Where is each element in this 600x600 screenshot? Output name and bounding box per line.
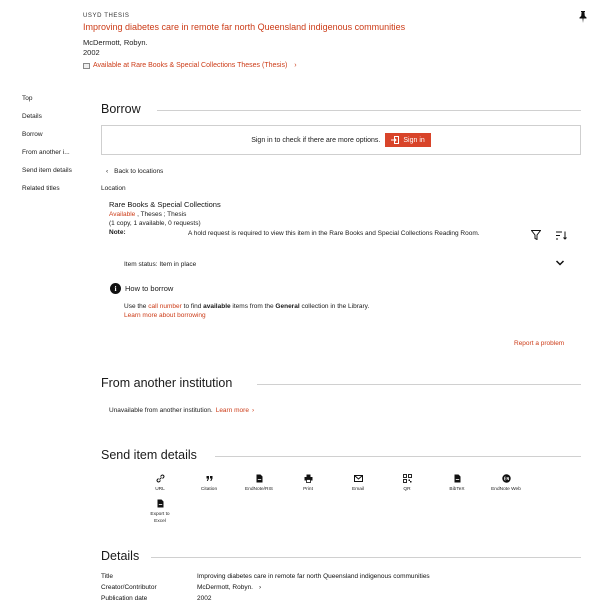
detail-label: Title <box>101 573 114 580</box>
note-text: A hold request is required to view this item in the Rare Books and Special Collections Reading Room. <box>188 230 480 237</box>
qr-icon <box>403 474 412 483</box>
filter-icon[interactable] <box>531 230 541 240</box>
signin-label: Sign in <box>403 136 425 144</box>
how-text-part: collection in the Library. <box>299 303 370 310</box>
chevron-right-icon: › <box>251 407 255 414</box>
call-number-link[interactable]: call number <box>148 303 182 310</box>
send-qr-button[interactable] <box>387 474 427 492</box>
send-label: Email <box>352 487 364 492</box>
printer-icon <box>304 474 313 483</box>
how-text-part: items from the <box>230 303 276 310</box>
send-label: URL <box>155 487 165 492</box>
learn-more-link[interactable]: Learn more <box>215 407 249 414</box>
available-status: Available <box>109 211 136 218</box>
divider <box>215 456 581 457</box>
sort-icon[interactable] <box>556 231 568 240</box>
availability-text: Available at Rare Books & Special Collections Theses (Thesis) <box>93 62 288 69</box>
signin-panel <box>101 125 581 155</box>
how-text-part: to find <box>181 303 204 310</box>
item-status: Item status: Item in place <box>124 261 197 268</box>
back-label: Back to locations <box>114 168 164 175</box>
back-to-locations-link[interactable] <box>106 168 163 175</box>
chevron-right-icon: › <box>259 584 262 591</box>
send-item-details-heading: Send item details <box>101 448 197 462</box>
send-print-button[interactable] <box>288 474 328 492</box>
how-text-part: Use the <box>124 303 149 310</box>
send-bibtex-button[interactable] <box>437 474 477 492</box>
unavailable-text: Unavailable from another institution. <box>109 407 213 414</box>
nav-send-item-details[interactable]: Send item details <box>22 167 72 174</box>
location-label: Location <box>101 185 126 192</box>
endnote-web-icon <box>502 474 511 483</box>
chevron-down-icon[interactable] <box>555 258 565 268</box>
send-email-button[interactable] <box>338 474 378 492</box>
chevron-left-icon: ‹ <box>106 168 109 175</box>
learn-more-borrowing-link[interactable]: Learn more about borrowing <box>124 312 206 319</box>
pin-icon[interactable] <box>578 11 588 23</box>
availability-link[interactable] <box>83 62 297 69</box>
nav-top[interactable]: Top <box>22 95 33 102</box>
send-label: Print <box>303 487 313 492</box>
copies-info: (1 copy, 1 available, 0 requests) <box>109 220 201 227</box>
send-endnote-web-button[interactable] <box>486 474 526 492</box>
file-icon <box>453 474 462 483</box>
chevron-right-icon: › <box>294 62 297 69</box>
signin-button[interactable] <box>385 133 430 147</box>
location-availability <box>109 211 186 218</box>
nav-related-titles[interactable]: Related titles <box>22 185 60 192</box>
info-icon: i <box>110 283 121 294</box>
file-icon <box>255 474 264 483</box>
file-icon <box>156 499 165 508</box>
report-problem-link[interactable]: Report a problem <box>514 340 565 347</box>
divider <box>257 384 581 385</box>
send-label: QR <box>403 487 411 492</box>
send-endnote-ris-button[interactable] <box>239 474 279 492</box>
send-label: BibTeX <box>449 487 465 492</box>
send-label: Citation <box>200 487 218 492</box>
note-label: Note: <box>109 229 126 236</box>
send-label: Export to Excel <box>150 512 170 524</box>
nav-borrow[interactable]: Borrow <box>22 131 43 138</box>
detail-date-value: 2002 <box>197 595 212 600</box>
send-citation-button[interactable] <box>189 474 229 492</box>
how-to-borrow-text <box>124 303 369 310</box>
record-year: 2002 <box>83 48 100 57</box>
link-icon <box>156 474 165 483</box>
details-heading: Details <box>101 549 140 563</box>
unavailable-info <box>109 407 254 414</box>
send-label: EndNote Web <box>491 487 521 492</box>
record-author: McDermott, Robyn. <box>83 38 148 47</box>
how-to-borrow-title: How to borrow <box>125 284 174 293</box>
quote-icon <box>205 474 214 483</box>
borrow-heading: Borrow <box>101 102 141 116</box>
how-text-bold: General <box>275 303 300 310</box>
login-icon <box>391 136 399 144</box>
nav-from-another[interactable]: From another i... <box>22 149 70 156</box>
location-name: Rare Books & Special Collections <box>109 200 221 209</box>
book-icon <box>83 63 90 69</box>
nav-details[interactable]: Details <box>22 113 42 120</box>
envelope-icon <box>354 474 363 483</box>
send-label: EndNote/RIS <box>245 487 273 492</box>
detail-title-value: Improving diabetes care in remote far north Queensland indigenous communities <box>197 573 430 580</box>
location-detail: , Theses ; Thesis <box>135 211 187 218</box>
divider <box>151 557 581 558</box>
record-title: Improving diabetes care in remote far north Queensland indigenous communities <box>83 22 406 32</box>
detail-label: Publication date <box>101 595 148 600</box>
detail-label: Creator/Contributor <box>101 584 157 591</box>
send-export-excel-button[interactable] <box>140 499 180 525</box>
creator-link[interactable] <box>197 584 261 591</box>
send-url-button[interactable] <box>140 474 180 492</box>
record-type: USYD THESIS <box>83 13 130 19</box>
how-text-bold: available <box>203 303 231 310</box>
another-institution-heading: From another institution <box>101 376 233 390</box>
divider <box>157 110 581 111</box>
detail-creator-value: McDermott, Robyn. <box>197 584 253 591</box>
signin-prompt: Sign in to check if there are more options. <box>251 136 381 144</box>
